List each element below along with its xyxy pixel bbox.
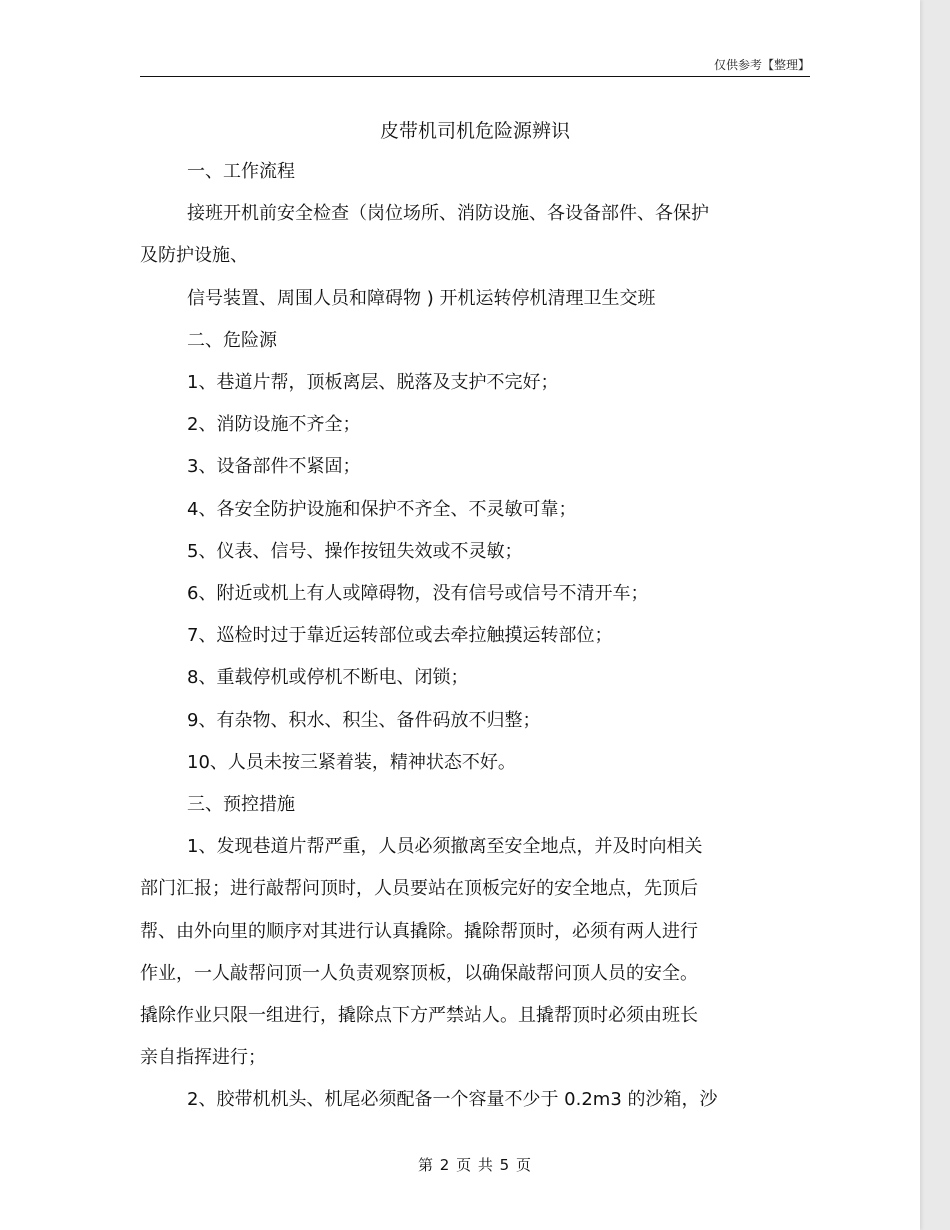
- header-rule: [140, 76, 810, 77]
- list-item: 4、各安全防护设施和保护不齐全、不灵敏可靠；: [187, 498, 577, 520]
- paragraph-line: 作业，一人敲帮问顶一人负责观察顶板，以确保敲帮问顶人员的安全。: [140, 962, 698, 984]
- paragraph-line: 信号装置、周围人员和障碍物 ) 开机运转停机清理卫生交班: [187, 287, 656, 309]
- section-heading-hazards: 二、危险源: [187, 329, 277, 351]
- header-note: 仅供参考【整理】: [713, 58, 810, 72]
- page-number: 第 2 页 共 5 页: [418, 1156, 532, 1174]
- paragraph-line: 2、胶带机机头、机尾必须配备一个容量不少于 0.2m3 的沙箱，沙: [187, 1089, 718, 1111]
- paragraph-line: 及防护设施、: [140, 245, 248, 267]
- list-item: 1、巷道片帮，顶板离层、脱落及支护不完好；: [187, 372, 559, 394]
- list-item: 3、设备部件不紧固；: [187, 456, 361, 478]
- paragraph-line: 1、发现巷道片帮严重，人员必须撤离至安全地点，并及时向相关: [187, 836, 703, 858]
- list-item: 8、重载停机或停机不断电、闭锁；: [187, 667, 469, 689]
- paragraph-line: 撬除作业只限一组进行，撬除点下方严禁站人。且撬帮顶时必须由班长: [140, 1005, 698, 1027]
- list-item: 6、附近或机上有人或障碍物，没有信号或信号不清开车；: [187, 583, 649, 605]
- document-title: 皮带机司机危险源辨识: [379, 120, 570, 142]
- paragraph-line: 帮、由外向里的顺序对其进行认真撬除。撬除帮顶时，必须有两人进行: [140, 920, 698, 942]
- paragraph-line: 亲自指挥进行；: [140, 1047, 266, 1069]
- list-item: 10、人员未按三紧着装，精神状态不好。: [187, 751, 516, 773]
- list-item: 9、有杂物、积水、积尘、备件码放不归整；: [187, 709, 541, 731]
- document-body: [140, 151, 810, 1122]
- list-item: 7、巡检时过于靠近运转部位或去牵拉触摸运转部位；: [187, 625, 613, 647]
- list-item: 2、消防设施不齐全；: [187, 414, 361, 436]
- section-heading-workflow: 一、工作流程: [187, 161, 295, 182]
- section-heading-controls: 三、预控措施: [187, 794, 295, 816]
- paragraph-line: 接班开机前安全检查（岗位场所、消防设施、各设备部件、各保护: [187, 203, 709, 225]
- paragraph-line: 部门汇报；进行敲帮问顶时，人员要站在顶板完好的安全地点，先顶后: [140, 878, 698, 900]
- list-item: 5、仪表、信号、操作按钮失效或不灵敏；: [187, 540, 523, 562]
